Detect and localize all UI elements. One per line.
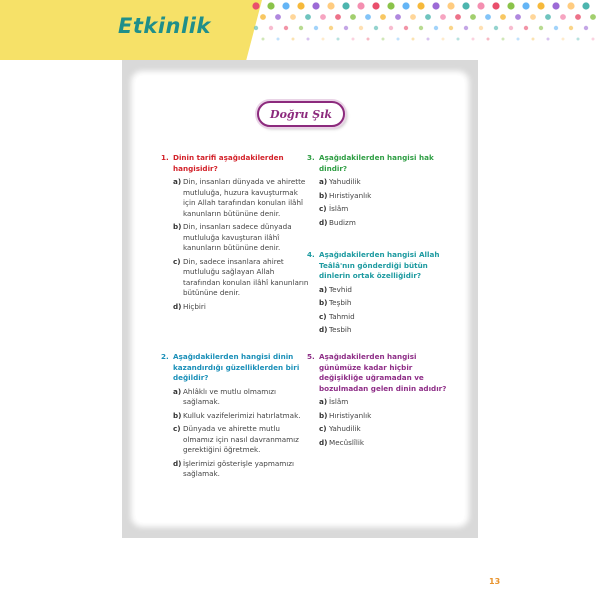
decorative-dot: [517, 38, 520, 41]
decorative-dot: [577, 38, 580, 41]
option-key: a): [173, 177, 182, 186]
option-key: d): [319, 217, 328, 227]
option-key: a): [319, 284, 328, 294]
decorative-dot: [269, 26, 273, 30]
question-2: [161, 352, 309, 483]
decorative-dot: [314, 26, 318, 30]
decorative-dot: [307, 38, 310, 41]
question-text: Aşağıdakilerden hangisi dinin kazandırdığı güzelliklerden biri değildir?: [173, 352, 300, 382]
decorative-dot: [350, 14, 356, 20]
option-key: b): [173, 222, 182, 231]
option-key: d): [319, 325, 328, 334]
decorative-dot: [509, 26, 513, 30]
question-text: Aşağıdakilerden hangisi günümüze kadar hiçbir değişikliğe uğramadan ve bozulmadan gelen dinin adıdır?: [319, 352, 447, 393]
option-c[interactable]: [319, 424, 455, 435]
decorative-dot: [552, 2, 559, 9]
decorative-dot: [554, 26, 558, 30]
decorative-dot: [284, 26, 288, 30]
decorative-dot: [562, 38, 565, 41]
decorative-dot: [472, 38, 475, 41]
option-key: b): [319, 410, 328, 420]
decorative-dot: [275, 14, 281, 20]
option-c[interactable]: [319, 312, 455, 323]
decorative-dot: [507, 2, 514, 9]
option-key: a): [319, 177, 328, 186]
decorative-dot: [434, 26, 438, 30]
question-number: 2.: [161, 352, 169, 361]
decorative-dot: [575, 14, 581, 20]
option-key: b): [319, 190, 328, 200]
option-key: b): [319, 298, 328, 307]
page-title: Etkinlik: [118, 14, 211, 38]
option-b[interactable]: [173, 411, 309, 422]
option-c[interactable]: [319, 204, 455, 215]
decorative-dot: [479, 26, 483, 30]
decorative-dot: [397, 38, 400, 41]
decorative-dot: [417, 2, 424, 9]
decorative-dot: [335, 14, 341, 20]
decorative-dot: [404, 26, 408, 30]
option-key: d): [319, 437, 328, 447]
decorative-dot: [522, 2, 529, 9]
option-text: Hiçbiri: [183, 301, 206, 311]
option-c[interactable]: [173, 424, 309, 456]
question-5: [307, 352, 455, 451]
option-text: Dünyada ve ahirette mutlu olmamız için nasıl davranmamız gerektiğini öğretmek.: [183, 424, 299, 454]
page-number: 13: [489, 577, 501, 586]
decorative-dot: [412, 38, 415, 41]
decorative-dot: [344, 26, 348, 30]
badge-label: Doğru Şık: [270, 107, 332, 121]
option-key: a): [319, 397, 328, 406]
option-d[interactable]: [319, 218, 455, 229]
decorative-dot: [342, 2, 349, 9]
question-number: 1.: [161, 153, 169, 162]
decorative-dot: [374, 26, 378, 30]
decorative-dot: [410, 14, 416, 20]
option-text: İslâm: [329, 204, 349, 213]
decorative-dot: [327, 2, 334, 9]
question-text: Aşağıdakilerden hangisi hak dindir?: [319, 153, 434, 173]
decorative-dot: [290, 14, 296, 20]
decorative-dot: [485, 14, 491, 20]
decorative-dot: [582, 2, 589, 9]
decorative-dot: [537, 2, 544, 9]
option-text: Din, insanları sadece dünyada mutluluğa kavuşturan ilâhî kanunların bütününe denir.: [183, 222, 292, 252]
option-a[interactable]: [319, 397, 455, 408]
decorative-dot: [457, 38, 460, 41]
decorative-dot: [292, 38, 295, 41]
decorative-dot: [567, 2, 574, 9]
option-text: Yahudilik: [329, 424, 361, 433]
option-a[interactable]: [173, 387, 309, 408]
option-text: İşlerimizi gösterişle yapmamızı sağlamak.: [183, 458, 295, 478]
decorative-dot: [569, 26, 573, 30]
option-key: d): [173, 458, 182, 468]
question-4: [307, 250, 455, 339]
option-b[interactable]: [319, 411, 455, 422]
decorative-dot: [425, 14, 431, 20]
option-key: c): [319, 311, 327, 321]
option-key: a): [173, 386, 182, 396]
decorative-dot: [592, 38, 595, 41]
decorative-dot: [282, 2, 289, 9]
decorative-dot: [427, 38, 430, 41]
option-text: Mecûslîlik: [329, 437, 365, 447]
option-b[interactable]: [319, 298, 455, 309]
option-text: Tevhid: [329, 284, 352, 294]
option-a[interactable]: [319, 177, 455, 188]
decorative-dot: [277, 38, 280, 41]
decorative-dot: [442, 38, 445, 41]
decorative-dot: [419, 26, 423, 30]
decorative-dot: [389, 26, 393, 30]
option-a[interactable]: [319, 285, 455, 296]
decorative-dot: [455, 14, 461, 20]
decorative-dot: [515, 14, 521, 20]
decorative-dot: [539, 26, 543, 30]
decorative-dot: [380, 14, 386, 20]
option-key: c): [319, 424, 327, 433]
decorative-dot: [545, 14, 551, 20]
option-key: c): [173, 256, 181, 266]
option-d[interactable]: [319, 438, 455, 449]
option-text: Budizm: [329, 217, 356, 227]
decorative-dot: [402, 2, 409, 9]
option-text: Hıristiyanlık: [329, 410, 372, 420]
decorative-dot: [530, 14, 536, 20]
decorative-dot: [462, 2, 469, 9]
question-text: Dinin tarifi aşağıdakilerden hangisidir?: [173, 153, 284, 173]
decorative-dot: [365, 14, 371, 20]
decorative-dot: [395, 14, 401, 20]
decorative-dot: [477, 2, 484, 9]
question-number: 5.: [307, 352, 315, 361]
decorative-dot: [372, 2, 379, 9]
decorative-dot: [502, 38, 505, 41]
decorative-dot: [382, 38, 385, 41]
decorative-dot: [387, 2, 394, 9]
decorative-dot: [320, 14, 326, 20]
option-key: b): [173, 410, 182, 420]
option-text: Tahmid: [329, 311, 355, 321]
option-a[interactable]: [173, 177, 309, 219]
decorative-dot: [305, 14, 311, 20]
option-d[interactable]: [173, 302, 309, 313]
decorative-dot: [262, 38, 265, 41]
question-number: 3.: [307, 153, 315, 162]
decorative-dot: [524, 26, 528, 30]
decorative-dot: [440, 14, 446, 20]
decorative-dot: [432, 2, 439, 9]
option-b[interactable]: [173, 222, 309, 254]
decorative-dot: [447, 2, 454, 9]
decorative-dot: [329, 26, 333, 30]
option-d[interactable]: [319, 325, 455, 336]
decorative-dot: [297, 2, 304, 9]
decorative-dot: [367, 38, 370, 41]
decorative-dot: [487, 38, 490, 41]
decorative-dot: [464, 26, 468, 30]
option-text: Din, sadece insanlara ahiret mutluluğu sağlayan Allah tarafından konulan ilâhî kanunların bütününe denir.: [183, 256, 309, 297]
option-text: Tesbih: [329, 325, 352, 334]
decorative-dot: [532, 38, 535, 41]
decorative-dot: [267, 2, 274, 9]
decorative-dot: [254, 26, 258, 30]
option-c[interactable]: [173, 257, 309, 299]
option-key: d): [173, 301, 182, 311]
option-text: Yahudilik: [329, 177, 361, 186]
option-text: Kulluk vazifelerimizi hatırlatmak.: [183, 410, 301, 420]
decorative-dot: [500, 14, 506, 20]
decorative-dot: [449, 26, 453, 30]
option-text: Hıristiyanlık: [329, 190, 372, 200]
decorative-dot: [590, 14, 596, 20]
question-text: Aşağıdakilerden hangisi Allah Teâlâ'nın gönderdiği bütün dinlerin ortak özelliğidir?: [319, 250, 440, 280]
option-text: İslâm: [329, 397, 349, 406]
decorative-dot: [337, 38, 340, 41]
decorative-dot: [322, 38, 325, 41]
decorative-dot: [494, 26, 498, 30]
decorative-dot: [252, 2, 259, 9]
decorative-dot: [312, 2, 319, 9]
decorative-dot: [352, 38, 355, 41]
decorative-dot: [470, 14, 476, 20]
decorative-dot: [299, 26, 303, 30]
decorative-dots: [250, 0, 600, 46]
option-d[interactable]: [173, 459, 309, 480]
option-text: Ahlâklı ve mutlu olmamızı sağlamak.: [183, 386, 277, 406]
option-key: c): [173, 424, 181, 433]
question-3: [307, 153, 455, 231]
option-text: Din, insanları dünyada ve ahirette mutluluğa, huzura kavuşturmak için Allah tarafından konulan ilâhî kanunların bütününe denir.: [183, 177, 306, 218]
option-text: Teşbih: [329, 298, 352, 307]
correct-choice-badge: [257, 101, 345, 127]
question-1: [161, 153, 309, 315]
decorative-dot: [359, 26, 363, 30]
option-b[interactable]: [319, 191, 455, 202]
decorative-dot: [560, 14, 566, 20]
option-key: c): [319, 204, 327, 213]
decorative-dot: [357, 2, 364, 9]
decorative-dot: [547, 38, 550, 41]
question-number: 4.: [307, 250, 315, 259]
decorative-dot: [260, 14, 266, 20]
decorative-dot: [492, 2, 499, 9]
decorative-dot: [584, 26, 588, 30]
